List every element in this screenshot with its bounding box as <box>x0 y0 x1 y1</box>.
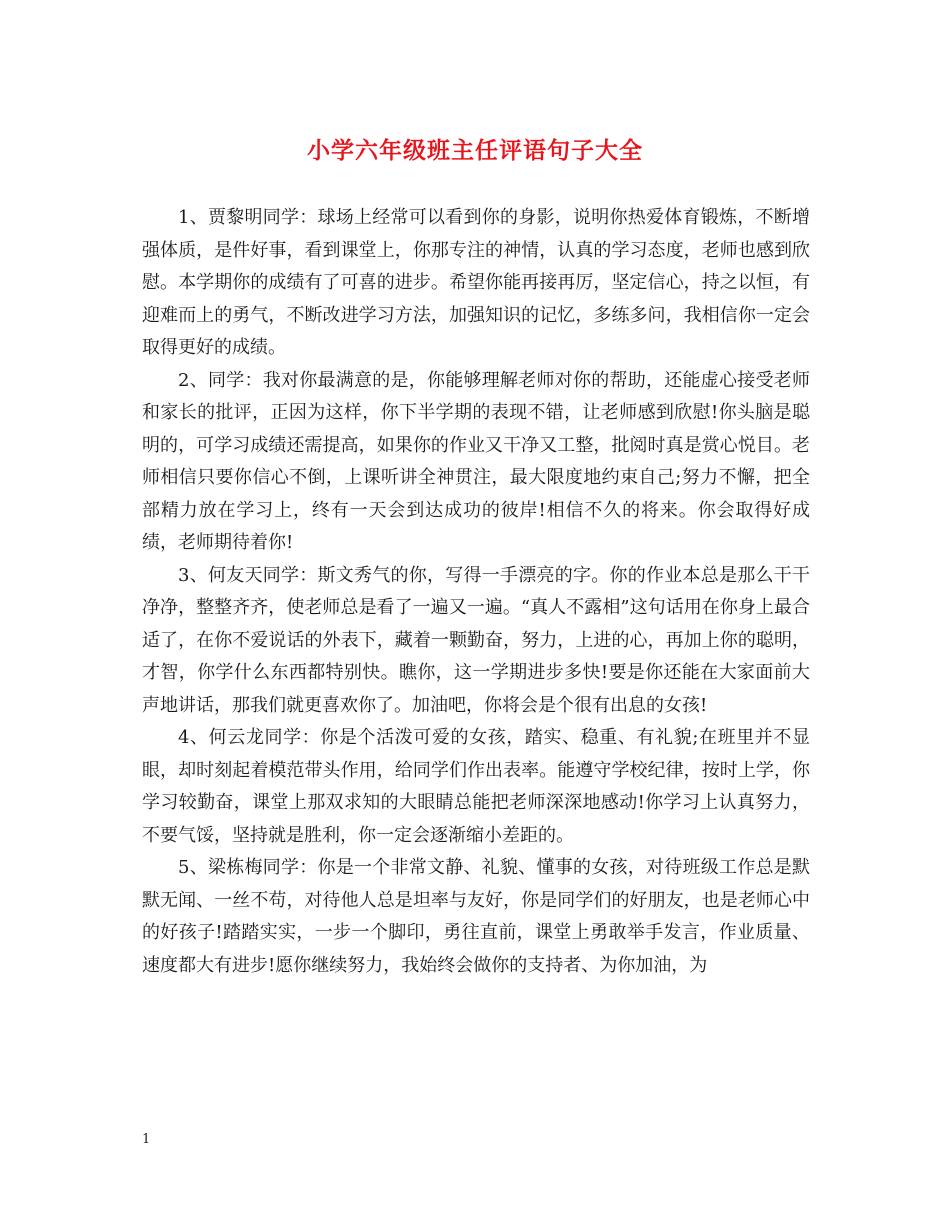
document-title: 小学六年级班主任评语句子大全 <box>307 137 643 164</box>
paragraph-4: 4、何云龙同学：你是个活泼可爱的女孩，踏实、稳重、有礼貌;在班里并不显眼，却时刻起着模范带头作用，给同学们作出表率。能遵守学校纪律，按时上学，你学习较勤奋，课堂上那双求知的大眼睛总能把老师深深地感动!你学习上认真努力，不要气馁，坚持就是胜利，你一定会逐渐缩小差距的。 <box>142 727 810 846</box>
paragraph-2: 2、同学：我对你最满意的是，你能够理解老师对你的帮助，还能虚心接受老师和家长的批评，正因为这样，你下半学期的表现不错，让老师感到欣慰!你头脑是聪明的，可学习成绩还需提高，如果你的作业又干净又工整，批阅时真是赏心悦目。老师相信只要你信心不倒，上课听讲全神贯注，最大限度地约束自己;努力不懈，把全部精力放在学习上，终有一天会到达成功的彼岸!相信不久的将来。你会取得好成绩，老师期待着你! <box>142 369 810 553</box>
paragraph-5: 5、梁栋梅同学：你是一个非常文静、礼貌、懂事的女孩，对待班级工作总是默默无闻、一丝不苟，对待他人总是坦率与友好，你是同学们的好朋友，也是老师心中的好孩子!踏踏实实，一步一个脚印，勇往直前，课堂上勇敢举手发言，作业质量、速度都大有进步!愿你继续努力，我始终会做你的支持者、为你加油，为 <box>142 857 810 976</box>
paragraph-1: 1、贾黎明同学：球场上经常可以看到你的身影，说明你热爱体育锻炼，不断增强体质，是件好事，看到课堂上，你那专注的神情，认真的学习态度，老师也感到欣慰。本学期你的成绩有了可喜的进步。希望你能再接再厉，坚定信心，持之以恒，有迎难而上的勇气，不断改进学习方法，加强知识的记忆，多练多问，我相信你一定会取得更好的成绩。 <box>142 207 810 358</box>
paragraph-3: 3、何友天同学：斯文秀气的你，写得一手漂亮的字。你的作业本总是那么干干净净，整整齐齐，使老师总是看了一遍又一遍。“真人不露相”这句话用在你身上最合适了，在你不爱说话的外表下，藏着一颗勤奋，努力，上进的心，再加上你的聪明，才智，你学什么东西都特别快。瞧你，这一学期进步多快!要是你还能在大家面前大声地讲话，那我们就更喜欢你了。加油吧，你将会是个很有出息的女孩! <box>142 564 810 716</box>
document-body <box>142 202 810 982</box>
page-number: 1 <box>142 1132 151 1147</box>
